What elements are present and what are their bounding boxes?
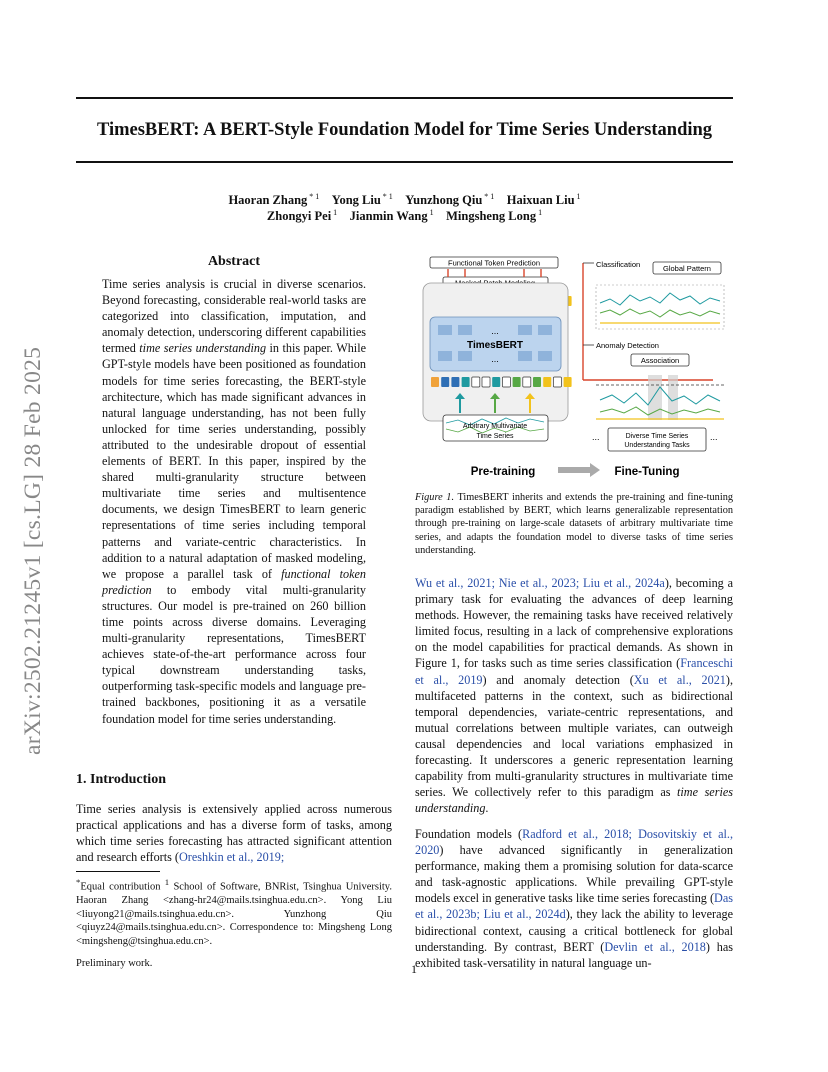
author-affiliation-mark: * 1 [307, 192, 320, 201]
patch-token [502, 377, 510, 387]
input-label-line2: Time Series [476, 433, 514, 440]
author-name: Yong Liu [331, 193, 381, 208]
text-run: ) have advanced significantly in generalization performance, making them a promising solution for data-scarce and task-agnostic applications. While prevailing GPT-style models excel in generative tasks like time series forecasting ( [415, 843, 733, 906]
association-label: Association [640, 356, 680, 365]
classification-label: Classification [596, 260, 641, 269]
patch-token [462, 377, 470, 387]
citation-link[interactable]: Devlin et al., 2018 [604, 939, 706, 954]
anomaly-detection-label: Anomaly Detection [596, 341, 659, 350]
patch-token [553, 377, 561, 387]
figure-caption: Figure 1. TimesBERT inherits and extends the pre-training and fine-tuning paradigm established by BERT, which learns generalizable representation through pre-training on large-scale datasets of arbitrary multivariate time series, and adapts the foundation model to diverse tasks of time series understanding. [415, 492, 733, 556]
text-run: ), multifaceted patterns in the context, such as bidirectional temporal dependencies, variate-centric representations, and mutual correlations between multiple variates, can outweigh causal dependencies and local variations emphasized in forecasting. It underscores a generic representation learning capability from multi-granularity structures in multivariate time series. We collectively refer to this paradigm as [415, 672, 733, 800]
author-affiliation-mark: 1 [574, 192, 581, 201]
introduction-paragraph: Time series analysis is extensively applied across numerous practical applications and has a diverse form of tasks, among which time series forecasting has attracted significant attention and research efforts (Oreshkin et al., 2019; [76, 802, 392, 865]
footnote-rule [76, 871, 160, 872]
encoder-ellipsis-bottom: ... [491, 354, 499, 364]
patch-token [513, 377, 521, 387]
patch-token [564, 377, 572, 387]
patch-token [472, 377, 480, 387]
paper-title: TimesBERT: A BERT-Style Foundation Model for Time Series Understanding [96, 120, 713, 140]
author-name: Jianmin Wang [349, 209, 428, 224]
citation-link[interactable]: Franceschi et al., 2019 [415, 656, 733, 687]
author-name: Zhongyi Pei [266, 209, 332, 224]
patch-token [482, 377, 490, 387]
pretraining-label: Pre-training [470, 466, 536, 478]
tasks-label-line1: Diverse Time Series [625, 433, 689, 440]
citation-link[interactable]: Wu et al., 2021; Nie et al., 2023; Liu et al., 2024a [415, 576, 665, 590]
text-run: ), becoming a primary task for evaluating the advances of deep learning methods. However, the remaining tasks have received relatively limited focus, resulting in a lack of comprehensive explorations on the model capabilities for practical demands. As shown in Figure 1, for tasks such as time series classification ( [415, 576, 733, 671]
figure-1-diagram [418, 255, 733, 483]
patch-token [492, 377, 500, 387]
tasks-label-line2: Understanding Tasks [624, 442, 690, 449]
citation-link[interactable]: Das et al., 2023b; Liu et al., 2024d [415, 891, 733, 922]
author-affiliation-mark: * 1 [380, 192, 393, 201]
text-run: Foundation models ( [415, 827, 523, 841]
arxiv-stamp: arXiv:2502.21245v1 [cs.LG] 28 Feb 2025 [20, 346, 46, 755]
author-affiliation-mark: 1 [536, 208, 543, 217]
citation-link[interactable]: Radford et al., 2018; Dosovitskiy et al., 2020 [415, 827, 733, 858]
functional-token-prediction-label: Functional Token Prediction [448, 258, 540, 268]
author-affiliation-mark: * 1 [482, 192, 495, 201]
title-bottom-rule [76, 161, 733, 163]
author-name: Mingsheng Long [446, 209, 537, 224]
citation-link[interactable]: Oreshkin et al., 2019; [178, 850, 285, 865]
text-run: ), they lack the ability to leverage bidirectional context, causing a critical bottleneck for global understanding. By contrast, BERT ( [415, 907, 734, 954]
tasks-ellipsis-right: ... [710, 432, 718, 442]
preliminary-note: Preliminary work. [76, 958, 153, 969]
author-affiliation-mark: 1 [427, 208, 434, 217]
model-name-label: TimesBERT [467, 340, 523, 351]
input-label-line1: Arbitrary Multivariate [462, 423, 528, 430]
right-column-paragraph-1 [415, 575, 733, 816]
section-heading-introduction: 1. Introduction [76, 772, 166, 787]
abstract-heading: Abstract [207, 254, 261, 269]
tasks-ellipsis-left: ... [592, 432, 600, 442]
finetuning-label: Fine-Tuning [614, 466, 680, 478]
patch-token [431, 377, 439, 387]
citation-link[interactable]: Xu et al., 2021 [633, 672, 726, 687]
right-column-paragraph-2 [415, 826, 733, 971]
author-name: Yunzhong Qiu [405, 193, 483, 208]
global-pattern-label: Global Pattern [663, 264, 711, 273]
patch-token [533, 377, 541, 387]
author-name: Haoran Zhang [228, 193, 308, 208]
page-number: 1 [411, 962, 417, 976]
patch-token [523, 377, 531, 387]
title-top-rule [76, 97, 733, 99]
text-run: ) and anomaly detection ( [482, 672, 634, 687]
text-run: time series understanding [415, 785, 733, 816]
text-run: . [485, 801, 489, 816]
patch-token [543, 377, 551, 387]
footnote: *Equal contribution $^1$ School of Software, BNRist, Tsinghua University. Haoran Zhang <zhang-hr24@mails.tsinghua.edu.cn>. Yong Liu <liuyong21@mails.tsinghua.edu.cn>. Yunzhong Qiu <qiuyz24@mails.tsinghua.edu.cn>. Correspondence to: Mingsheng Long <mingsheng@tsinghua.edu.cn>. [76, 877, 392, 947]
abstract-body: Time series analysis is crucial in diverse scenarios. Beyond forecasting, considerable real-world tasks are categorized into classification, imputation, and anomaly detection, underscoring different capabilities termed time series understanding in this paper. While GPT-style models have been positioned as foundation models for time series forecasting, the BERT-style architecture, which has made significant advances in natural language understanding, has not been fully unlocked for time series understanding, possibly attributed to the undesirable dropout of essential elements of BERT. In this paper, inspired by the shared multi-granularity structure between multivariate time series and multisentence documents, we design TimesBERT to learn generic representations of time series including temporal patterns and variate-centric characteristics. In addition to a natural adaptation of masked modeling, we propose a parallel task of functional token prediction to embody vital multi-granularity structures. Our model is pre-trained on 260 billion time points across diverse domains. Leveraging multi-granularity representations, TimesBERT achieves state-of-the-art performance across four typical downstream understanding tasks, outperforming task-specific models and language pre-trained backbones, positioning it as a versatile foundation model for time series understanding. [102, 277, 367, 726]
patch-token [451, 377, 459, 387]
authors-line-1 [76, 192, 733, 208]
authors-line-2 [76, 208, 733, 224]
transition-arrow [558, 463, 600, 477]
text-run: ) has exhibited task-versatility in natural language un- [415, 939, 733, 970]
author-affiliation-mark: 1 [331, 208, 338, 217]
encoder-ellipsis-top: ... [491, 326, 499, 336]
author-name: Haixuan Liu [506, 193, 575, 208]
classification-panel [596, 285, 724, 329]
patch-token [441, 377, 449, 387]
